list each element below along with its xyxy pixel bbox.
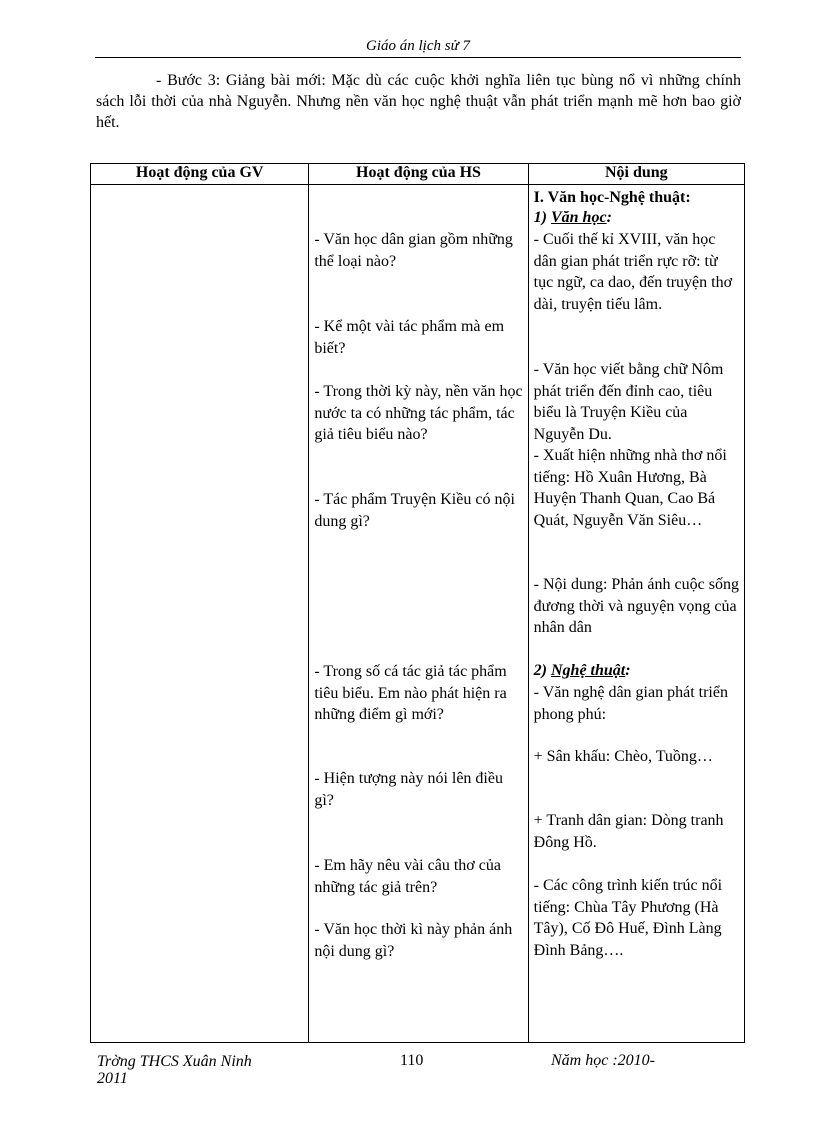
footer-school-line1: Trờng THCS Xuân Ninh: [97, 1053, 252, 1070]
header-gv: Hoạt động của GV: [91, 164, 309, 185]
subheading-num: 2): [533, 662, 547, 679]
hs-question: - Em hãy nêu vài câu thơ của những tác giả trên?: [314, 857, 501, 896]
header-hs: Hoạt động của HS: [309, 164, 528, 185]
intro-paragraph: - Bước 3: Giảng bài mới: Mặc dù các cuộc khởi nghĩa liên tục bùng nổ vì những chính sách lỗi thời của nhà Nguyễn. Nhưng nền văn học nghệ thuật vẫn phát triển mạnh mẽ hơn bao giờ hết.: [96, 72, 741, 131]
hs-question: - Kể một vài tác phẩm mà em biết?: [314, 318, 505, 357]
content-paragraph: - Các công trình kiến trúc nổi tiếng: Chùa Tây Phương (Hà Tây), Cố Đô Huế, Đình Làng Đình Bảng….: [533, 877, 723, 959]
footer-school-line2: 2011: [97, 1070, 128, 1087]
gv-cell: [91, 185, 309, 1043]
hs-question: - Văn học dân gian gồm những thể loại nào?: [314, 231, 513, 270]
footer-year: Năm học :2010-: [551, 1052, 655, 1069]
content-paragraph: - Văn nghệ dân gian phát triển phong phú:: [533, 684, 728, 723]
hs-question: - Hiện tượng này nói lên điều gì?: [314, 770, 503, 809]
hs-question: - Tác phẩm Truyện Kiều có nội dung gì?: [314, 491, 515, 530]
table-row: [91, 185, 745, 1043]
table-header-row: [91, 164, 745, 185]
content-paragraph: - Văn học viết bằng chữ Nôm phát triển đến đỉnh cao, tiêu biểu là Truyện Kiều của Nguyễn Du.: [533, 361, 724, 443]
page-header: Giáo án lịch sử 7: [95, 38, 741, 58]
subheading-num: 1): [533, 209, 547, 226]
content-cell: [528, 185, 744, 1043]
subheading-label: Văn học: [550, 209, 607, 226]
subheading-nghe-thuat: 2) Nghệ thuật:: [533, 662, 631, 679]
footer-school: [97, 1053, 317, 1087]
subheading-van-hoc: 1) Văn học:: [533, 209, 612, 226]
content-paragraph: - Nội dung: Phản ánh cuộc sống đương thời và nguyện vọng của nhân dân: [533, 576, 739, 637]
hs-question: - Trong số cá tác giả tác phẩm tiêu biểu. Em nào phát hiện ra những điểm gì mới?: [314, 663, 507, 724]
content-paragraph: + Sân khấu: Chèo, Tuồng…: [533, 748, 713, 765]
content-paragraph: - Cuối thế kỉ XVIII, văn học dân gian phát triển rực rỡ: từ tục ngữ, ca dao, đến truyện thơ dài, truyện tiếu lâm.: [533, 231, 733, 313]
content-paragraph: - Xuất hiện những nhà thơ nổi tiếng: Hồ Xuân Hương, Bà Huyện Thanh Quan, Cao Bá Quát, Nguyễn Văn Siêu…: [533, 447, 727, 529]
subheading-label: Nghệ thuật: [550, 662, 626, 679]
hs-question: - Trong thời kỳ này, nền văn học nước ta có những tác phẩm, tác giả tiêu biểu nào?: [314, 383, 523, 444]
header-content: Nội dung: [528, 164, 744, 185]
page-number: 110: [400, 1052, 424, 1069]
lesson-table: [90, 163, 745, 1043]
section-title: I. Văn học-Nghệ thuật:: [533, 189, 691, 206]
hs-question: - Văn học thời kì này phản ánh nội dung gì?: [314, 921, 513, 960]
hs-cell: [309, 185, 528, 1043]
content-paragraph: + Tranh dân gian: Dòng tranh Đông Hồ.: [533, 812, 724, 851]
